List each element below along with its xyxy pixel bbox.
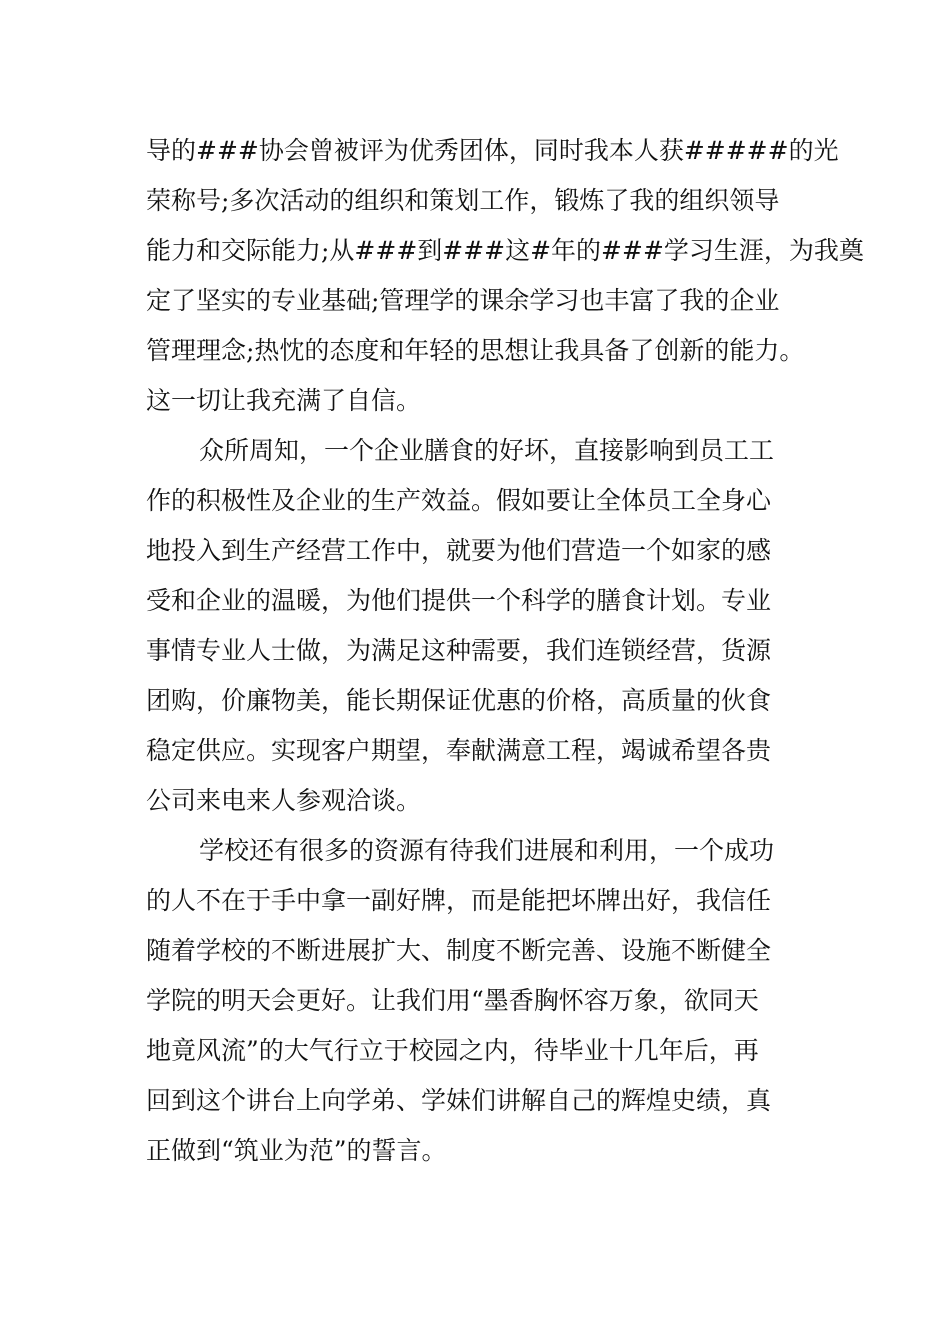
text-line: 管理理念;热忱的态度和年轻的思想让我具备了创新的能力。 (146, 336, 805, 365)
text-line: 团购，价廉物美，能长期保证优惠的价格，高质量的伙食 (146, 686, 772, 715)
text-line: 这一切让我充满了自信。 (146, 386, 422, 415)
text-line: 回到这个讲台上向学弟、学妹们讲解自己的辉煌史绩，真 (146, 1086, 772, 1115)
document-body (146, 126, 864, 1176)
text-line: 作的积极性及企业的生产效益。假如要让全体员工全身心 (146, 486, 772, 515)
text-line: 定了坚实的专业基础;管理学的课余学习也丰富了我的企业 (146, 286, 780, 315)
text-line: 能力和交际能力;从###到###这#年的###学习生涯，为我奠 (146, 236, 864, 265)
paragraph-3 (146, 826, 826, 1176)
text-line: 学院的明天会更好。让我们用“墨香胸怀容万象，欲同天 (146, 986, 759, 1015)
text-line: 稳定供应。实现客户期望，奉献满意工程，竭诚希望各贵 (146, 736, 772, 765)
paragraph-1 (146, 126, 864, 426)
text-line: 事情专业人士做，为满足这种需要，我们连锁经营，货源 (146, 636, 772, 665)
text-line: 随着学校的不断进展扩大、制度不断完善、设施不断健全 (146, 936, 772, 965)
text-line: 地投入到生产经营工作中，就要为他们营造一个如家的感 (146, 536, 772, 565)
text-line: 学校还有很多的资源有待我们进展和利用，一个成功 (199, 836, 775, 865)
text-line: 众所周知，一个企业膳食的好坏，直接影响到员工工 (199, 436, 775, 465)
text-line: 地竟风流”的大气行立于校园之内，待毕业十几年后，再 (146, 1036, 759, 1065)
text-line: 公司来电来人参观洽谈。 (146, 786, 422, 815)
text-line: 的人不在于手中拿一副好牌，而是能把坏牌出好，我信任 (146, 886, 772, 915)
text-line: 导的###协会曾被评为优秀团体，同时我本人获#####的光 (146, 136, 839, 165)
paragraph-2 (146, 426, 826, 826)
text-line: 正做到“筑业为范”的誓言。 (146, 1136, 447, 1165)
text-line: 受和企业的温暖，为他们提供一个科学的膳食计划。专业 (146, 586, 772, 615)
text-line: 荣称号;多次活动的组织和策划工作，锻炼了我的组织领导 (146, 186, 780, 215)
